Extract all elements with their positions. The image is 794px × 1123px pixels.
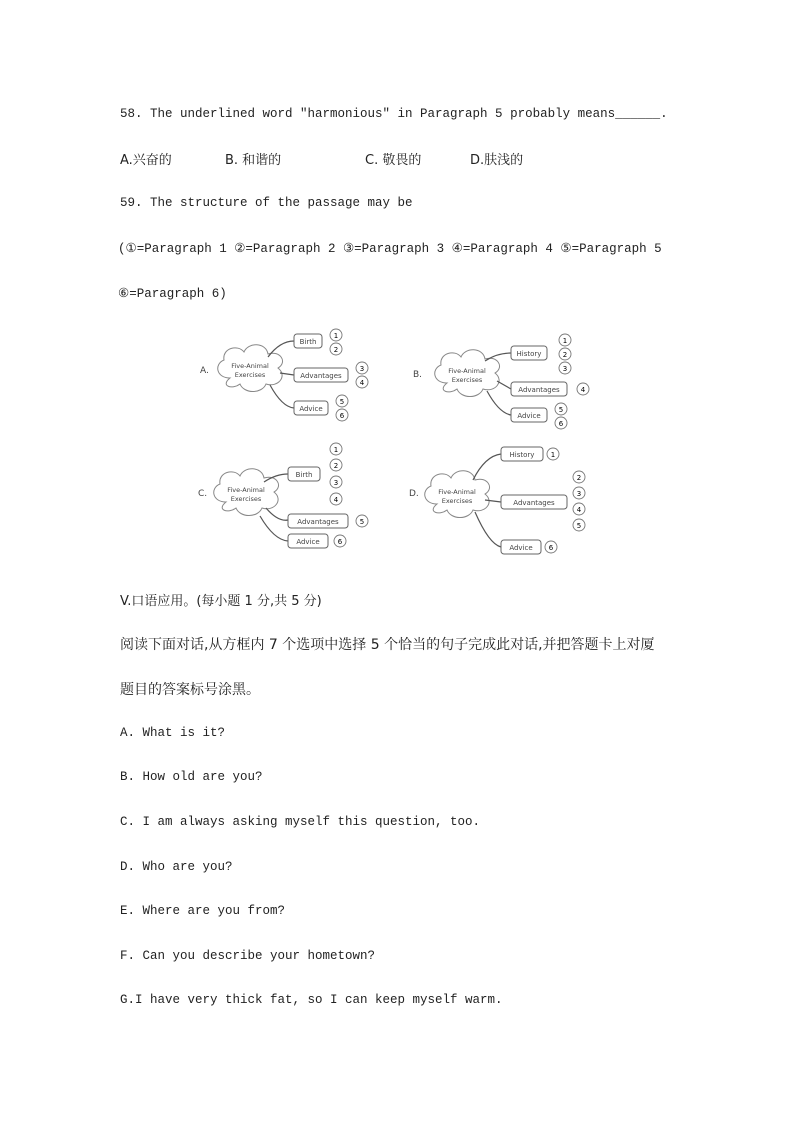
diagram-a-num-5: 5 — [339, 398, 345, 406]
diagram-d-box-2: Advantages — [513, 499, 555, 507]
diagram-d-center-1: Five-Animal — [438, 488, 476, 496]
diagram-a-letter: A. — [200, 366, 209, 376]
diagram-b-num-2: 2 — [562, 351, 568, 359]
structure-diagrams — [190, 325, 610, 565]
diagram-d-box-1: History — [509, 451, 535, 459]
choice-e: E. Where are you from? — [120, 904, 286, 918]
diagram-d-num-3: 3 — [576, 490, 582, 498]
q58-option-c: C. 敬畏的 — [365, 153, 422, 168]
diagram-a — [200, 329, 368, 421]
diagram-d-box-3: Advice — [509, 544, 533, 552]
diagram-d-num-2: 2 — [576, 474, 582, 482]
diagram-a-num-1: 1 — [333, 332, 339, 340]
diagram-c-center-1: Five-Animal — [227, 486, 265, 494]
diagram-b-num-4: 4 — [580, 386, 586, 394]
diagram-d-num-4: 4 — [576, 506, 582, 514]
diagram-d — [409, 447, 585, 554]
q59-stem: 59. The structure of the passage may be — [120, 196, 413, 210]
diagram-a-num-2: 2 — [333, 346, 339, 354]
diagram-d-center-2: Exercises — [441, 497, 473, 505]
choice-a: A. What is it? — [120, 726, 226, 740]
q58-option-a: A.兴奋的 — [120, 153, 172, 168]
diagram-d-num-5: 5 — [576, 522, 582, 530]
diagram-a-num-6: 6 — [339, 412, 345, 420]
diagram-c-num-6: 6 — [337, 538, 343, 546]
q59-key-line1: (①=Paragraph 1 ②=Paragraph 2 ③=Paragraph 3 ④=Paragraph 4 ⑤=Paragraph 5 — [118, 242, 662, 256]
q58-option-b: B. 和谐的 — [225, 153, 282, 168]
diagram-b-num-6: 6 — [558, 420, 564, 428]
diagram-c-letter: C. — [198, 489, 208, 499]
diagram-d-num-6: 6 — [548, 544, 554, 552]
diagram-c-box-1: Birth — [295, 471, 313, 479]
q58-stem: 58. The underlined word "harmonious" in Paragraph 5 probably means______. — [120, 107, 668, 121]
diagram-c-box-2: Advantages — [297, 518, 339, 526]
diagram-a-center-1: Five-Animal — [231, 362, 269, 370]
diagram-c-num-2: 2 — [333, 462, 339, 470]
diagram-a-box-2: Advantages — [300, 372, 342, 380]
diagram-a-num-4: 4 — [359, 379, 365, 387]
diagram-d-num-1: 1 — [550, 451, 556, 459]
diagram-c-box-3: Advice — [296, 538, 320, 546]
diagram-c-num-3: 3 — [333, 479, 339, 487]
diagram-c — [198, 443, 368, 548]
instruction-line-1: 阅读下面对话,从方框内 7 个选项中选择 5 个恰当的句子完成此对话,并把答题卡上对厦 — [120, 637, 655, 653]
q59-key-line2: ⑥=Paragraph 6) — [118, 287, 227, 301]
diagram-b-letter: B. — [413, 370, 423, 380]
choice-f: F. Can you describe your hometown? — [120, 949, 376, 963]
instruction-line-2: 题目的答案标号涂黑。 — [120, 682, 260, 698]
q58-option-d: D.肤浅的 — [470, 153, 524, 168]
choice-g: G.I have very thick fat, so I can keep myself warm. — [120, 993, 503, 1007]
diagram-c-num-1: 1 — [333, 446, 339, 454]
diagram-b-box-1: History — [516, 350, 542, 358]
diagram-c-num-4: 4 — [333, 496, 339, 504]
q58-options — [120, 149, 620, 169]
diagram-b-num-3: 3 — [562, 365, 568, 373]
diagram-a-box-3: Advice — [299, 405, 323, 413]
section-heading: V.口语应用。(每小题 1 分,共 5 分) — [120, 594, 322, 609]
diagram-b-center-1: Five-Animal — [448, 367, 486, 375]
diagram-a-num-3: 3 — [359, 365, 365, 373]
choice-d: D. Who are you? — [120, 860, 233, 874]
diagram-b-num-5: 5 — [558, 406, 564, 414]
diagram-b — [413, 334, 589, 429]
diagram-b-num-1: 1 — [562, 337, 568, 345]
diagram-d-letter: D. — [409, 489, 419, 499]
diagram-c-center-2: Exercises — [230, 495, 262, 503]
choice-c: C. I am always asking myself this question, too. — [120, 815, 481, 829]
diagram-b-center-2: Exercises — [451, 376, 483, 384]
diagram-c-num-5: 5 — [359, 518, 365, 526]
diagram-a-box-1: Birth — [299, 338, 317, 346]
diagram-b-box-3: Advice — [517, 412, 541, 420]
diagram-b-box-2: Advantages — [518, 386, 560, 394]
diagram-a-center-2: Exercises — [234, 371, 266, 379]
choice-b: B. How old are you? — [120, 770, 263, 784]
